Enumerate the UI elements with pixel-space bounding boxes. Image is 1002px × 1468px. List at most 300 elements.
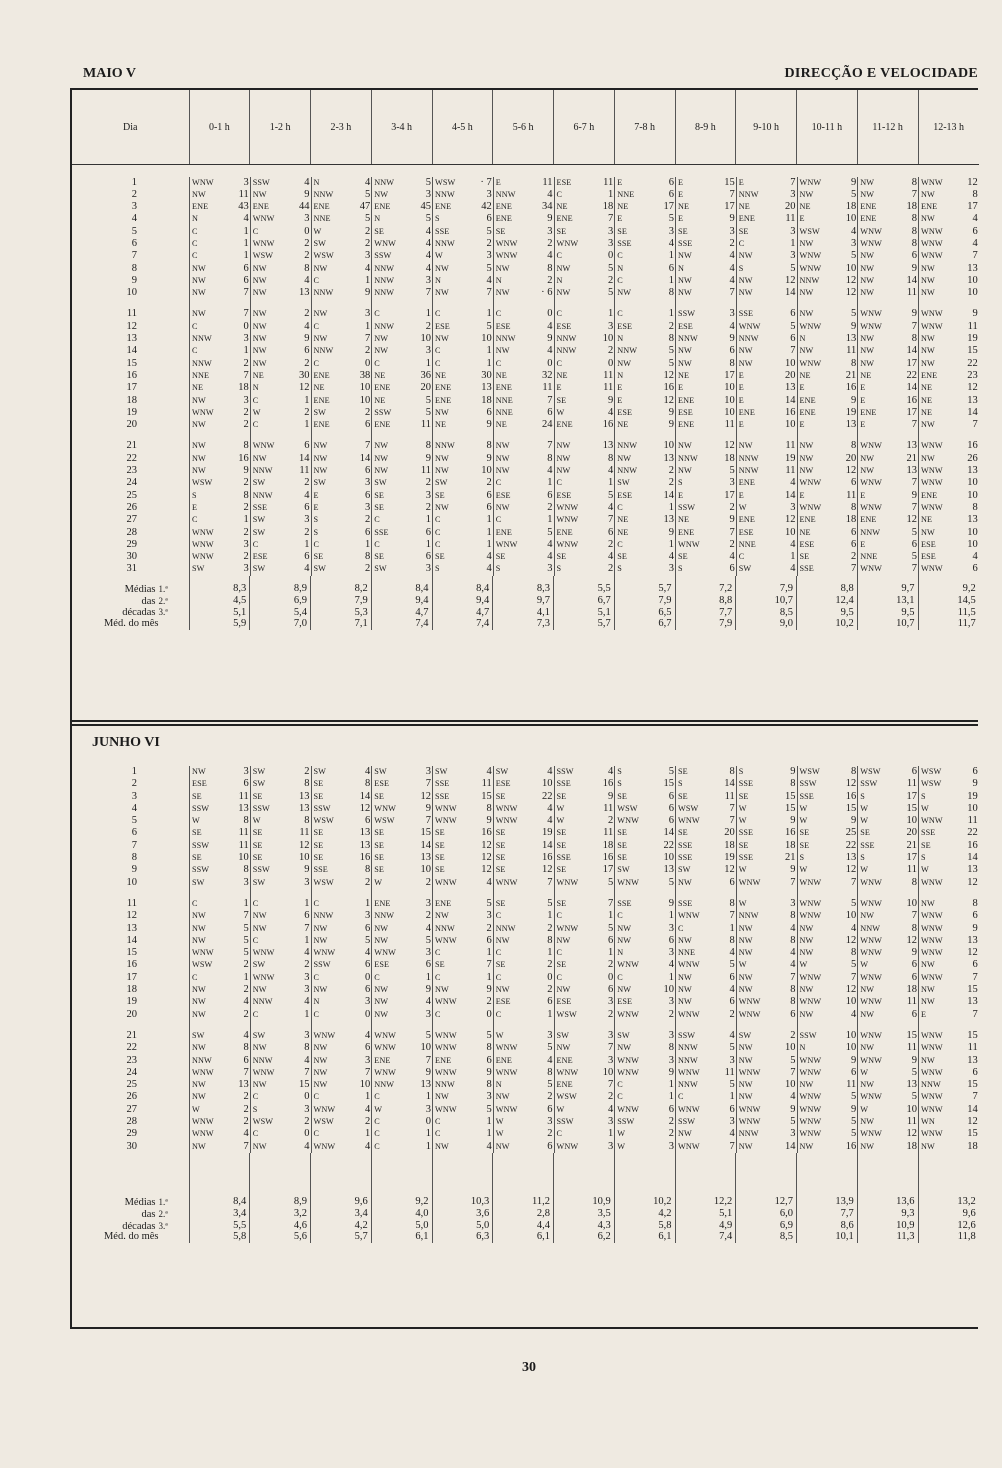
wind-cell <box>432 407 493 419</box>
wind-direction: NW <box>374 334 389 344</box>
wind-cell <box>614 201 675 213</box>
wind-direction: ENE <box>799 515 816 525</box>
wind-speed: 9 <box>729 514 735 526</box>
wind-speed: 8 <box>304 815 310 827</box>
wind-speed: 11 <box>846 345 857 357</box>
wind-speed: 21 <box>906 452 917 464</box>
average-value: 11,5 <box>918 607 979 619</box>
wind-cell <box>189 201 250 213</box>
wind-cell <box>918 1141 979 1153</box>
col-header-hour: 4-5 h <box>432 90 493 165</box>
wind-direction: SE <box>617 840 628 850</box>
wind-cell <box>736 1128 797 1140</box>
wind-direction: C <box>435 515 441 525</box>
wind-direction: NW <box>860 985 875 995</box>
wind-direction: ENE <box>678 527 695 537</box>
wind-direction: ESE <box>799 539 815 549</box>
average-value: 7,4 <box>675 1232 736 1243</box>
wind-direction: NW <box>192 911 206 921</box>
wind-speed: 14 <box>663 489 674 501</box>
average-value: 10,2 <box>614 1197 675 1209</box>
wind-direction: NW <box>921 189 935 199</box>
wind-direction: ENE <box>738 515 755 525</box>
wind-speed: 7 <box>608 514 614 526</box>
day-number: 23 <box>126 465 137 477</box>
wind-speed: 4 <box>790 1091 796 1103</box>
wind-speed: 3 <box>486 910 492 922</box>
section-divider <box>70 720 978 722</box>
average-value: 6,2 <box>554 1232 615 1243</box>
wind-direction: NE <box>678 202 690 212</box>
wind-speed: 4 <box>486 876 492 888</box>
wind-direction: NW <box>799 466 814 476</box>
wind-cell <box>432 972 493 984</box>
wind-cell <box>554 1055 615 1067</box>
wind-direction: SE <box>556 552 567 562</box>
day-number: 28 <box>126 1116 137 1128</box>
wind-cell <box>857 766 918 778</box>
wind-cell <box>432 923 493 935</box>
wind-direction: SE <box>313 840 324 850</box>
day-number: 17 <box>126 382 137 394</box>
wind-speed: 8 <box>243 815 249 827</box>
wind-cell <box>857 238 918 250</box>
wind-cell <box>614 1009 675 1021</box>
wind-cell <box>797 308 858 320</box>
wind-direction: SE <box>738 791 749 801</box>
wind-direction: WNW <box>738 1104 761 1114</box>
wind-speed: 4 <box>486 766 492 777</box>
wind-direction: N <box>799 334 806 344</box>
wind-speed: 6 <box>972 225 978 237</box>
wind-cell <box>250 852 311 864</box>
wind-speed: 1 <box>486 357 492 369</box>
wind-cell <box>918 1091 979 1103</box>
table-row <box>72 827 979 839</box>
wind-cell <box>432 766 493 778</box>
wind-cell <box>493 177 554 189</box>
wind-cell <box>432 189 493 201</box>
wind-speed: 4 <box>486 563 492 575</box>
wind-speed: 6 <box>729 345 735 357</box>
wind-cell <box>857 358 918 370</box>
wind-direction: WNW <box>678 539 700 549</box>
wind-direction: NW <box>313 1067 328 1077</box>
wind-speed: 13 <box>845 419 857 431</box>
decade-label: 2.ª <box>158 1208 168 1219</box>
wind-speed: 22 <box>542 790 553 802</box>
wind-cell <box>250 201 311 213</box>
wind-cell <box>614 308 675 320</box>
wind-direction: WNW <box>738 1117 761 1127</box>
wind-direction: WNW <box>799 877 822 887</box>
wind-speed: 3 <box>304 876 310 888</box>
table-row <box>72 1141 979 1153</box>
wind-speed: 1 <box>790 551 796 563</box>
wind-speed: 18 <box>724 839 735 851</box>
wind-cell <box>493 321 554 333</box>
wind-cell <box>371 551 432 563</box>
wind-direction: E <box>860 383 866 393</box>
wind-cell <box>857 791 918 803</box>
wind-speed: 10 <box>724 394 735 406</box>
wind-speed: 9 <box>547 333 553 345</box>
wind-direction: NW <box>860 189 875 199</box>
wind-direction: ENE <box>435 395 452 405</box>
wind-direction: WNW <box>678 1009 700 1019</box>
wind-cell <box>675 382 736 394</box>
wind-speed: 4 <box>547 188 553 200</box>
wind-direction: NW <box>921 358 935 368</box>
wind-direction: C <box>252 935 259 945</box>
wind-direction: SE <box>495 828 506 838</box>
wind-direction: C <box>192 226 198 236</box>
wind-speed: 14 <box>542 839 553 851</box>
wind-speed: 1 <box>729 922 735 934</box>
wind-direction: WNW <box>192 407 214 417</box>
wind-direction: NE <box>374 395 386 405</box>
wind-cell <box>311 898 372 910</box>
wind-direction: SSE <box>435 779 450 789</box>
wind-direction: ENE <box>678 420 695 430</box>
wind-speed: 6 <box>365 922 371 934</box>
wind-speed: 12 <box>906 1128 917 1140</box>
wind-cell <box>614 321 675 333</box>
wind-speed: 12 <box>724 864 735 876</box>
wind-cell <box>432 1067 493 1079</box>
wind-direction: SW <box>617 865 630 875</box>
wind-speed: 2 <box>304 959 310 971</box>
wind-speed: 9 <box>486 1066 492 1078</box>
averages-row <box>72 1197 979 1209</box>
wind-speed: 7 <box>608 1042 614 1054</box>
junho-table <box>72 766 979 1243</box>
wind-direction: E <box>799 214 805 224</box>
average-value: 7,9 <box>311 596 372 608</box>
wind-direction: NW <box>860 346 875 356</box>
wind-cell <box>554 959 615 971</box>
wind-cell <box>189 490 250 502</box>
wind-direction: S <box>435 564 440 574</box>
wind-speed: 5 <box>851 1128 857 1140</box>
wind-speed: 2 <box>425 876 431 888</box>
wind-direction: NNW <box>435 1080 455 1090</box>
wind-speed: 12 <box>967 947 978 959</box>
wind-cell <box>736 1079 797 1091</box>
wind-direction: WSW <box>556 1009 577 1019</box>
wind-speed: 7 <box>911 910 917 922</box>
wind-speed: 5 <box>911 1066 917 1078</box>
wind-cell <box>371 477 432 489</box>
wind-speed: 3 <box>425 1008 431 1020</box>
wind-speed: 4 <box>608 1103 614 1115</box>
wind-speed: 2 <box>729 237 735 249</box>
wind-direction: NW <box>738 288 753 298</box>
average-value: 5,5 <box>554 584 615 596</box>
wind-direction: NW <box>192 985 206 995</box>
wind-direction: NE <box>435 420 447 430</box>
wind-speed: 4 <box>243 213 249 225</box>
wind-direction: C <box>374 1141 380 1151</box>
wind-cell <box>675 563 736 575</box>
average-value: 3,4 <box>311 1209 372 1221</box>
wind-cell <box>554 898 615 910</box>
wind-speed: 6 <box>304 551 310 563</box>
wind-cell <box>250 407 311 419</box>
wind-cell <box>736 201 797 213</box>
wind-speed: 7 <box>365 333 371 345</box>
wind-speed: 11 <box>906 778 917 790</box>
decade-label: 2.ª <box>158 595 168 606</box>
wind-direction: WNW <box>374 948 396 958</box>
wind-cell <box>554 827 615 839</box>
wind-cell <box>432 1091 493 1103</box>
wind-cell <box>371 1116 432 1128</box>
wind-direction: WNW <box>556 1067 579 1077</box>
wind-speed: 16 <box>602 852 614 864</box>
wind-speed: 3 <box>608 1116 614 1128</box>
table-row <box>72 1009 979 1021</box>
wind-direction: S <box>738 767 744 776</box>
wind-direction: NNE <box>678 948 696 958</box>
wind-cell <box>493 778 554 790</box>
averages-label-text: Méd. do mês <box>103 1232 159 1243</box>
col-header-hour: 3-4 h <box>371 90 432 165</box>
wind-speed: 3 <box>243 176 249 188</box>
wind-speed: 4 <box>608 465 614 477</box>
wind-speed: 8 <box>668 287 674 299</box>
wind-cell <box>675 345 736 357</box>
wind-speed: 7 <box>790 971 796 983</box>
wind-cell <box>311 1141 372 1153</box>
wind-cell <box>736 419 797 431</box>
wind-direction: ENE <box>799 395 816 405</box>
wind-cell <box>311 947 372 959</box>
wind-direction: NW <box>921 997 935 1007</box>
wind-speed: 6 <box>911 1008 917 1020</box>
wind-cell <box>797 502 858 514</box>
wind-speed: 16 <box>785 827 796 839</box>
wind-cell <box>371 1091 432 1103</box>
wind-direction: SW <box>252 960 266 970</box>
wind-cell <box>614 815 675 827</box>
wind-speed: 5 <box>547 897 553 909</box>
wind-cell <box>250 1042 311 1054</box>
wind-cell <box>797 1055 858 1067</box>
average-value: 6,7 <box>614 619 675 630</box>
wind-speed: 4 <box>790 563 796 575</box>
wind-speed: 6 <box>851 477 857 489</box>
wind-speed: 6 <box>790 308 796 320</box>
wind-cell <box>736 563 797 575</box>
wind-speed: 17 <box>663 201 674 213</box>
table-row <box>72 1128 979 1140</box>
wind-cell <box>736 864 797 876</box>
wind-direction: WNW <box>556 515 579 525</box>
wind-direction: W <box>860 960 869 970</box>
averages-row <box>72 619 979 630</box>
wind-speed: 6 <box>486 213 492 225</box>
wind-direction: NNW <box>313 911 334 921</box>
wind-cell <box>250 1079 311 1091</box>
wind-speed: 11 <box>967 815 978 827</box>
wind-speed: 8 <box>911 333 917 345</box>
wind-speed: 11 <box>238 188 249 200</box>
wind-direction: NW <box>313 441 328 451</box>
wind-speed: 8 <box>911 176 917 188</box>
wind-direction: WNW <box>921 478 943 488</box>
wind-speed: 6 <box>972 959 978 971</box>
wind-cell <box>675 201 736 213</box>
wind-speed: 8 <box>851 766 857 777</box>
wind-speed: 3 <box>547 1029 553 1041</box>
wind-direction: SW <box>435 478 448 488</box>
average-value: 4,4 <box>493 1221 554 1233</box>
wind-cell <box>371 213 432 225</box>
wind-speed: 2 <box>425 320 431 332</box>
wind-cell <box>857 1042 918 1054</box>
wind-direction: NW <box>738 275 753 285</box>
wind-cell <box>493 189 554 201</box>
day-number: 9 <box>131 864 137 876</box>
wind-cell <box>493 514 554 526</box>
wind-direction: C <box>617 275 623 285</box>
wind-direction: WNW <box>252 441 275 451</box>
wind-speed: 2 <box>243 1103 249 1115</box>
wind-speed: 10 <box>845 996 857 1008</box>
wind-cell <box>797 984 858 996</box>
wind-direction: WNW <box>921 441 943 451</box>
col-header-hour: 12-13 h <box>918 90 979 165</box>
wind-cell <box>857 321 918 333</box>
wind-speed: 15 <box>420 827 431 839</box>
wind-speed: 4 <box>365 947 371 959</box>
average-value: 5,0 <box>371 1221 432 1233</box>
wind-direction: SE <box>860 828 871 838</box>
wind-direction: NW <box>799 1009 814 1019</box>
wind-cell <box>311 1009 372 1021</box>
wind-cell <box>614 864 675 876</box>
wind-direction: WNW <box>799 1104 822 1114</box>
wind-cell <box>371 563 432 575</box>
wind-direction: NNW <box>435 441 455 451</box>
wind-direction: SSW <box>678 309 696 319</box>
wind-cell <box>797 815 858 827</box>
wind-cell <box>857 201 918 213</box>
wind-cell <box>250 440 311 452</box>
wind-direction: NW <box>252 1043 267 1053</box>
wind-direction: SE <box>435 552 445 562</box>
wind-speed: 17 <box>967 201 978 213</box>
wind-cell <box>918 177 979 189</box>
table-row <box>72 1067 979 1079</box>
wind-speed: 5 <box>243 934 249 946</box>
wind-speed: 11 <box>906 287 917 299</box>
wind-speed: 6 <box>243 778 249 790</box>
wind-cell <box>797 1042 858 1054</box>
wind-direction: W <box>435 251 443 261</box>
wind-direction: WNW <box>921 238 943 248</box>
wind-direction: SE <box>374 226 385 236</box>
wind-direction: NW <box>374 189 389 199</box>
average-value: 9,0 <box>736 619 797 630</box>
wind-speed: 10 <box>420 333 431 345</box>
wind-cell <box>554 321 615 333</box>
wind-direction: WNW <box>617 1009 639 1019</box>
wind-speed: 16 <box>359 852 371 864</box>
day-number: 4 <box>131 213 137 225</box>
wind-direction: NNW <box>252 490 273 500</box>
wind-direction: NW <box>374 441 389 451</box>
wind-cell <box>189 1091 250 1103</box>
table-row <box>72 1104 979 1116</box>
table-row <box>72 370 979 382</box>
wind-direction: S <box>556 564 562 574</box>
wind-cell <box>918 250 979 262</box>
wind-direction: SSE <box>556 853 571 863</box>
wind-cell <box>736 984 797 996</box>
wind-cell <box>250 226 311 238</box>
average-value: 9,2 <box>371 1197 432 1209</box>
wind-speed: 6 <box>365 815 371 827</box>
wind-cell <box>614 1042 675 1054</box>
wind-speed: 13 <box>967 394 978 406</box>
wind-speed: 2 <box>243 501 249 513</box>
wind-speed: 12 <box>845 984 857 996</box>
wind-speed: 19 <box>724 852 735 864</box>
wind-direction: ESE <box>192 779 207 789</box>
wind-speed: 3 <box>365 308 371 320</box>
wind-direction: NW <box>678 346 692 356</box>
wind-cell <box>311 275 372 287</box>
wind-cell <box>250 923 311 935</box>
wind-speed: 5 <box>851 188 857 200</box>
wind-direction: W <box>556 816 565 826</box>
wind-speed: 9 <box>486 815 492 827</box>
wind-direction: SE <box>495 226 506 236</box>
wind-direction: NE <box>799 527 811 537</box>
wind-cell <box>736 803 797 815</box>
wind-direction: WNW <box>617 877 639 887</box>
wind-speed: 2 <box>243 1091 249 1103</box>
wind-speed: 3 <box>668 1054 674 1066</box>
wind-direction: S <box>313 515 319 525</box>
wind-cell <box>311 864 372 876</box>
wind-direction: WNW <box>860 1092 882 1102</box>
wind-cell <box>918 923 979 935</box>
wind-speed: 5 <box>668 345 674 357</box>
wind-direction: W <box>860 1067 869 1077</box>
wind-direction: SE <box>374 840 385 850</box>
wind-direction: NE <box>617 202 629 212</box>
wind-cell <box>311 382 372 394</box>
wind-direction: C <box>556 911 563 921</box>
wind-cell <box>614 551 675 563</box>
wind-cell <box>918 551 979 563</box>
day-number: 31 <box>126 563 137 575</box>
average-value: 9,2 <box>918 584 979 596</box>
wind-speed: 6 <box>668 802 674 814</box>
wind-cell <box>675 972 736 984</box>
wind-direction: NW <box>799 238 814 248</box>
wind-direction: NW <box>799 935 814 945</box>
wind-direction: WNW <box>921 1030 943 1040</box>
day-number: 2 <box>131 188 137 200</box>
wind-direction: ESE <box>738 527 754 537</box>
wind-direction: C <box>435 1129 441 1139</box>
wind-speed: 14 <box>906 274 917 286</box>
wind-speed: 1 <box>668 1091 674 1103</box>
